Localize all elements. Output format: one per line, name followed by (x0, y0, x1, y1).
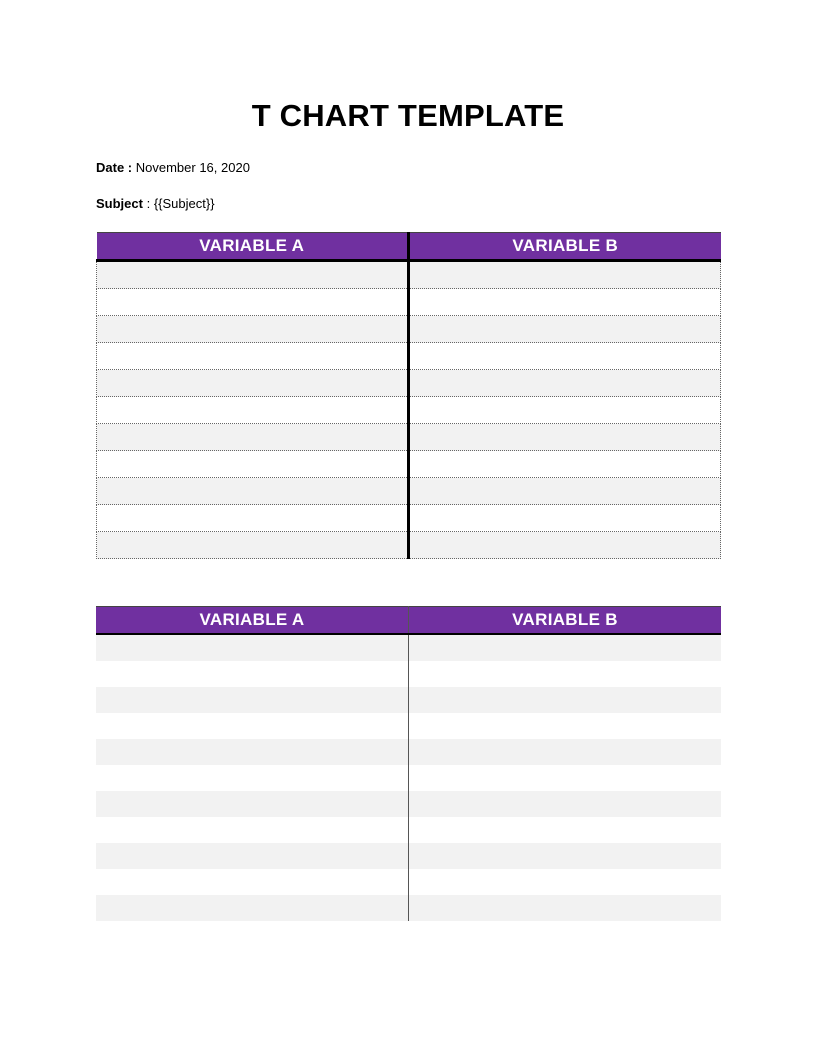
variable-b-cell[interactable] (409, 869, 722, 895)
variable-b-cell[interactable] (409, 713, 722, 739)
variable-b-cell[interactable] (409, 895, 722, 921)
variable-a-cell[interactable] (97, 451, 409, 478)
variable-b-cell[interactable] (409, 661, 722, 687)
variable-b-cell[interactable] (409, 397, 721, 424)
variable-a-cell[interactable] (97, 505, 409, 532)
variable-a-cell[interactable] (97, 397, 409, 424)
variable-b-cell[interactable] (409, 451, 721, 478)
variable-b-cell[interactable] (409, 843, 722, 869)
table-row (96, 817, 721, 843)
variable-a-cell[interactable] (97, 261, 409, 289)
variable-a-cell[interactable] (97, 532, 409, 559)
variable-a-cell[interactable] (97, 289, 409, 316)
table-row (97, 316, 721, 343)
page-title: T CHART TEMPLATE (251, 98, 565, 133)
table-row (96, 713, 721, 739)
subject-label: Subject (96, 196, 143, 211)
variable-a-cell[interactable] (96, 791, 409, 817)
date-label: Date : (96, 160, 133, 175)
date-line (96, 160, 250, 175)
table-row (96, 765, 721, 791)
variable-a-cell[interactable] (96, 765, 409, 791)
table-row (96, 634, 721, 661)
variable-b-cell[interactable] (409, 505, 721, 532)
variable-b-cell[interactable] (409, 634, 722, 661)
variable-b-cell[interactable] (409, 289, 721, 316)
variable-a-cell[interactable] (97, 478, 409, 505)
column-header-variable-b: VARIABLE B (409, 607, 722, 635)
variable-a-cell[interactable] (97, 424, 409, 451)
t-chart-plain (96, 606, 721, 921)
variable-a-cell[interactable] (97, 316, 409, 343)
table-row (97, 505, 721, 532)
table-row (97, 424, 721, 451)
table-row (97, 261, 721, 289)
variable-b-cell[interactable] (409, 370, 721, 397)
table-row (97, 289, 721, 316)
variable-a-cell[interactable] (96, 739, 409, 765)
variable-b-cell[interactable] (409, 261, 721, 289)
t-chart-body (96, 634, 721, 921)
date-value[interactable]: November 16, 2020 (135, 160, 250, 175)
table-row (97, 532, 721, 559)
variable-a-cell[interactable] (97, 370, 409, 397)
table-row (96, 739, 721, 765)
table-row (97, 451, 721, 478)
table-row (97, 343, 721, 370)
table-row (96, 687, 721, 713)
t-chart-header (96, 607, 721, 635)
variable-a-cell[interactable] (97, 343, 409, 370)
variable-b-cell[interactable] (409, 316, 721, 343)
variable-a-cell[interactable] (96, 661, 409, 687)
table-row (96, 869, 721, 895)
column-header-variable-b: VARIABLE B (409, 233, 721, 261)
variable-b-cell[interactable] (409, 765, 722, 791)
t-chart-bold (96, 232, 721, 559)
variable-a-cell[interactable] (96, 817, 409, 843)
variable-a-cell[interactable] (96, 843, 409, 869)
table-row (96, 895, 721, 921)
variable-a-cell[interactable] (96, 869, 409, 895)
variable-b-cell[interactable] (409, 817, 722, 843)
table-row (97, 370, 721, 397)
variable-a-cell[interactable] (96, 895, 409, 921)
variable-a-cell[interactable] (96, 713, 409, 739)
variable-b-cell[interactable] (409, 791, 722, 817)
subject-line (96, 196, 215, 211)
variable-a-cell[interactable] (96, 634, 409, 661)
variable-a-cell[interactable] (96, 687, 409, 713)
variable-b-cell[interactable] (409, 424, 721, 451)
table-row (97, 397, 721, 424)
t-chart-header (97, 233, 721, 261)
column-header-variable-a: VARIABLE A (97, 233, 409, 261)
table-row (96, 843, 721, 869)
column-header-variable-a: VARIABLE A (96, 607, 409, 635)
variable-b-cell[interactable] (409, 343, 721, 370)
table-row (97, 478, 721, 505)
table-row (96, 661, 721, 687)
t-chart-body (97, 261, 721, 559)
variable-b-cell[interactable] (409, 532, 721, 559)
variable-b-cell[interactable] (409, 687, 722, 713)
variable-b-cell[interactable] (409, 739, 722, 765)
table-row (96, 791, 721, 817)
variable-b-cell[interactable] (409, 478, 721, 505)
subject-value[interactable]: : {{Subject}} (146, 196, 215, 211)
